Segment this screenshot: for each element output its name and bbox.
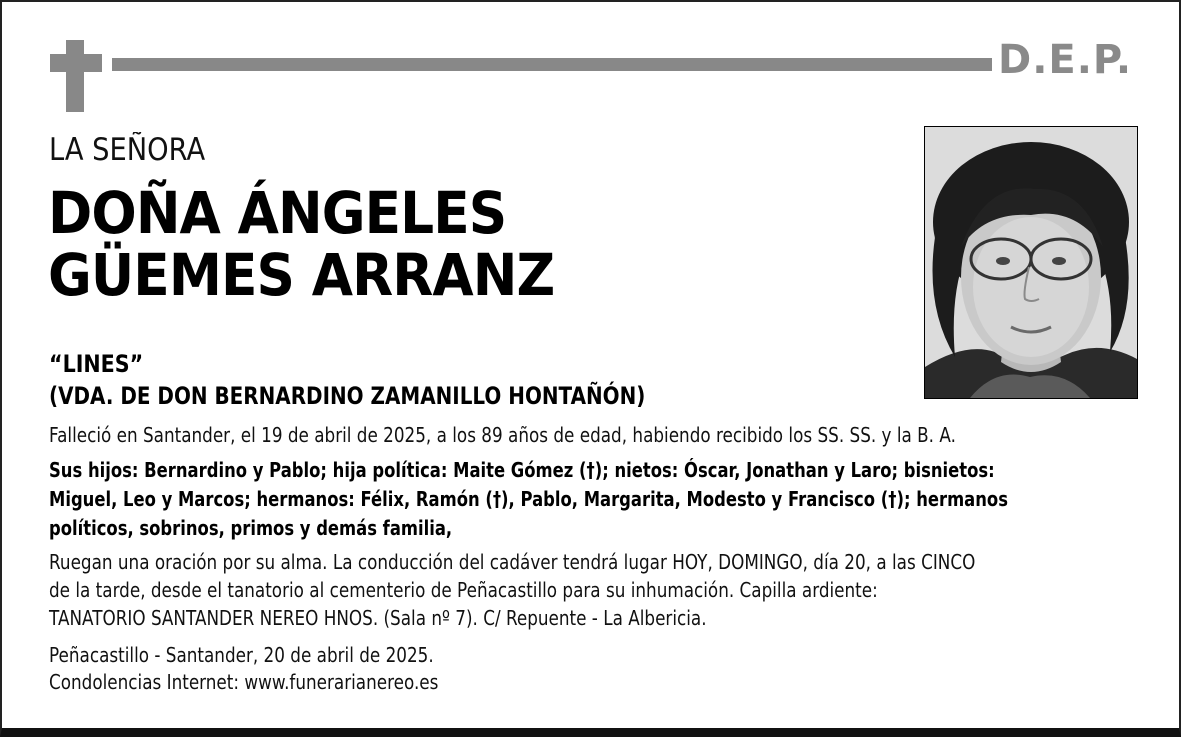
name-line-1: DOÑA ÁNGELES	[48, 179, 507, 247]
deceased-name	[48, 179, 555, 309]
cross-icon	[50, 40, 102, 112]
name-line-2: GÜEMES ARRANZ	[48, 241, 555, 309]
place-date: Peñacastillo - Santander, 20 de abril de 2025.	[49, 643, 434, 667]
family-line-3: políticos, sobrinos, primos y demás familia,	[49, 516, 453, 540]
service-line-2: de la tarde, desde el tanatorio al cementerio de Peñacastillo para su inhumación. Capilla ardiente:	[49, 578, 878, 602]
nickname: “LINES”	[49, 350, 144, 378]
death-notice: Falleció en Santander, el 19 de abril de 2025, a los 89 años de edad, habiendo recibido los SS. SS. y la B. A.	[49, 423, 956, 447]
header-rule	[112, 58, 992, 71]
family-line-1: Sus hijos: Bernardino y Pablo; hija política: Maite Gómez (†); nietos: Óscar, Jonathan y Laro; bisnietos:	[49, 458, 995, 482]
condolences-link[interactable]: Condolencias Internet: www.funerarianereo.es	[49, 670, 439, 694]
family-line-2: Miguel, Leo y Marcos; hermanos: Félix, Ramón (†), Pablo, Margarita, Modesto y Francisco (†); hermanos	[49, 487, 1008, 511]
dep-label: D.E.P.	[998, 37, 1133, 83]
portrait-photo	[924, 126, 1138, 399]
service-line-3: TANATORIO SANTANDER NEREO HNOS. (Sala nº 7). C/ Repuente - La Albericia.	[49, 606, 707, 630]
widow-of: (VDA. DE DON BERNARDINO ZAMANILLO HONTAÑÓN)	[49, 382, 646, 410]
title-label: LA SEÑORA	[49, 132, 206, 168]
service-line-1: Ruegan una oración por su alma. La conducción del cadáver tendrá lugar HOY, DOMINGO, día 20, a las CINCO	[49, 550, 976, 574]
